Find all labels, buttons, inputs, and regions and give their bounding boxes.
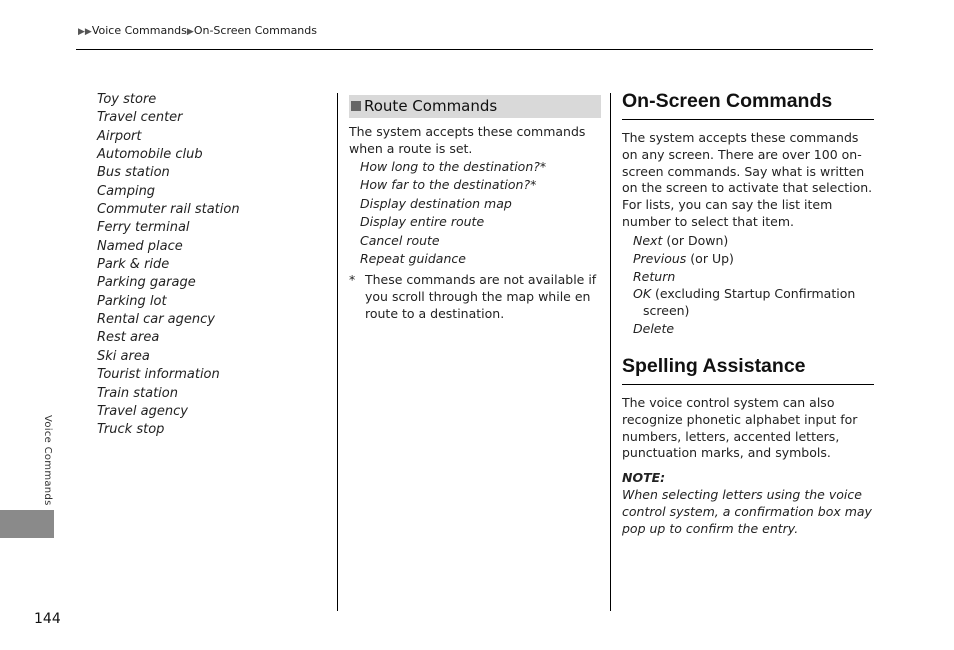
command-name: Return xyxy=(633,268,676,284)
list-item: Tourist information xyxy=(97,367,220,383)
header-divider xyxy=(76,49,873,50)
list-item: Travel agency xyxy=(97,403,188,419)
list-item: Commuter rail station xyxy=(97,202,240,218)
route-command-list xyxy=(360,158,546,268)
list-item: Camping xyxy=(97,183,156,199)
route-commands-intro: The system accepts these commands when a route is set. xyxy=(349,124,586,156)
footnote-text: These commands are not available if you scroll through the map while en route to a destination. xyxy=(365,272,597,321)
list-item: Truck stop xyxy=(97,422,165,438)
section-title: Route Commands xyxy=(364,97,498,115)
section-square-icon xyxy=(351,101,361,111)
list-item: Ferry terminal xyxy=(97,220,190,236)
place-category-list xyxy=(97,91,240,440)
list-item xyxy=(633,320,873,338)
list-item: Display entire route xyxy=(360,214,485,230)
title-underline xyxy=(622,384,874,385)
list-item: Rest area xyxy=(97,330,160,346)
command-note: (or Up) xyxy=(686,250,734,266)
command-note: (or Down) xyxy=(662,233,729,248)
list-item: Ski area xyxy=(97,348,150,364)
list-item: Named place xyxy=(97,238,183,254)
list-item xyxy=(633,268,873,286)
onscreen-command-list xyxy=(633,232,873,337)
side-tab[interactable] xyxy=(0,510,54,538)
list-item: Travel center xyxy=(97,110,183,126)
breadcrumb-arrow-icon: ▶▶ xyxy=(78,27,92,37)
list-item: Rental car agency xyxy=(97,312,215,328)
list-item xyxy=(633,285,873,319)
side-tab-label xyxy=(41,415,55,507)
list-item: How far to the destination?* xyxy=(360,177,537,193)
side-tab-text: Voice Commands xyxy=(42,415,53,506)
page-number: 144 xyxy=(34,611,61,627)
onscreen-intro: The system accepts these commands on any screen. There are over 100 on-screen commands. Say what is written on the screen to activate that selection. For lists, you can say the list item number to select that item. xyxy=(622,130,873,229)
list-item: How long to the destination?* xyxy=(360,159,547,174)
breadcrumb-arrow-icon: ▶ xyxy=(186,27,194,37)
spelling-text: The voice control system can also recognize phonetic alphabet input for numbers, letters, accented letters, punctuation marks, and symbols. xyxy=(622,395,858,461)
footnote xyxy=(349,271,601,322)
section-heading: Spelling Assistance xyxy=(622,355,806,377)
command-name: Previous xyxy=(633,250,687,266)
list-item: Airport xyxy=(97,128,142,144)
command-name: Next xyxy=(633,233,663,248)
title-underline xyxy=(622,119,874,120)
list-item: Parking garage xyxy=(97,275,196,291)
command-note: (excluding Startup Confirmation xyxy=(651,286,856,302)
note-label: NOTE: xyxy=(622,470,666,485)
command-name: Delete xyxy=(633,320,675,336)
breadcrumb-item[interactable]: On-Screen Commands xyxy=(193,24,317,37)
list-item xyxy=(633,250,873,268)
column-divider xyxy=(337,93,338,611)
list-item: Park & ride xyxy=(97,257,170,273)
list-item: Repeat guidance xyxy=(360,251,466,267)
note-text: When selecting letters using the voice control system, a confirmation box may pop up to confirm the entry. xyxy=(622,487,872,536)
column-divider xyxy=(610,93,611,611)
list-item: Display destination map xyxy=(360,195,512,211)
footnote-mark: * xyxy=(349,272,356,287)
page-title: On-Screen Commands xyxy=(622,90,833,112)
list-item: Cancel route xyxy=(360,232,440,248)
list-item: Train station xyxy=(97,385,178,401)
route-commands-header xyxy=(349,95,601,118)
breadcrumb-item[interactable]: Voice Commands xyxy=(91,24,187,37)
list-item: Parking lot xyxy=(97,293,167,309)
breadcrumb xyxy=(78,24,317,37)
list-item xyxy=(633,232,873,250)
list-item: Bus station xyxy=(97,165,170,181)
command-name: OK xyxy=(633,286,652,302)
list-item: Toy store xyxy=(97,92,157,107)
list-item: Automobile club xyxy=(97,147,203,163)
command-note-continued: screen) xyxy=(643,303,690,319)
